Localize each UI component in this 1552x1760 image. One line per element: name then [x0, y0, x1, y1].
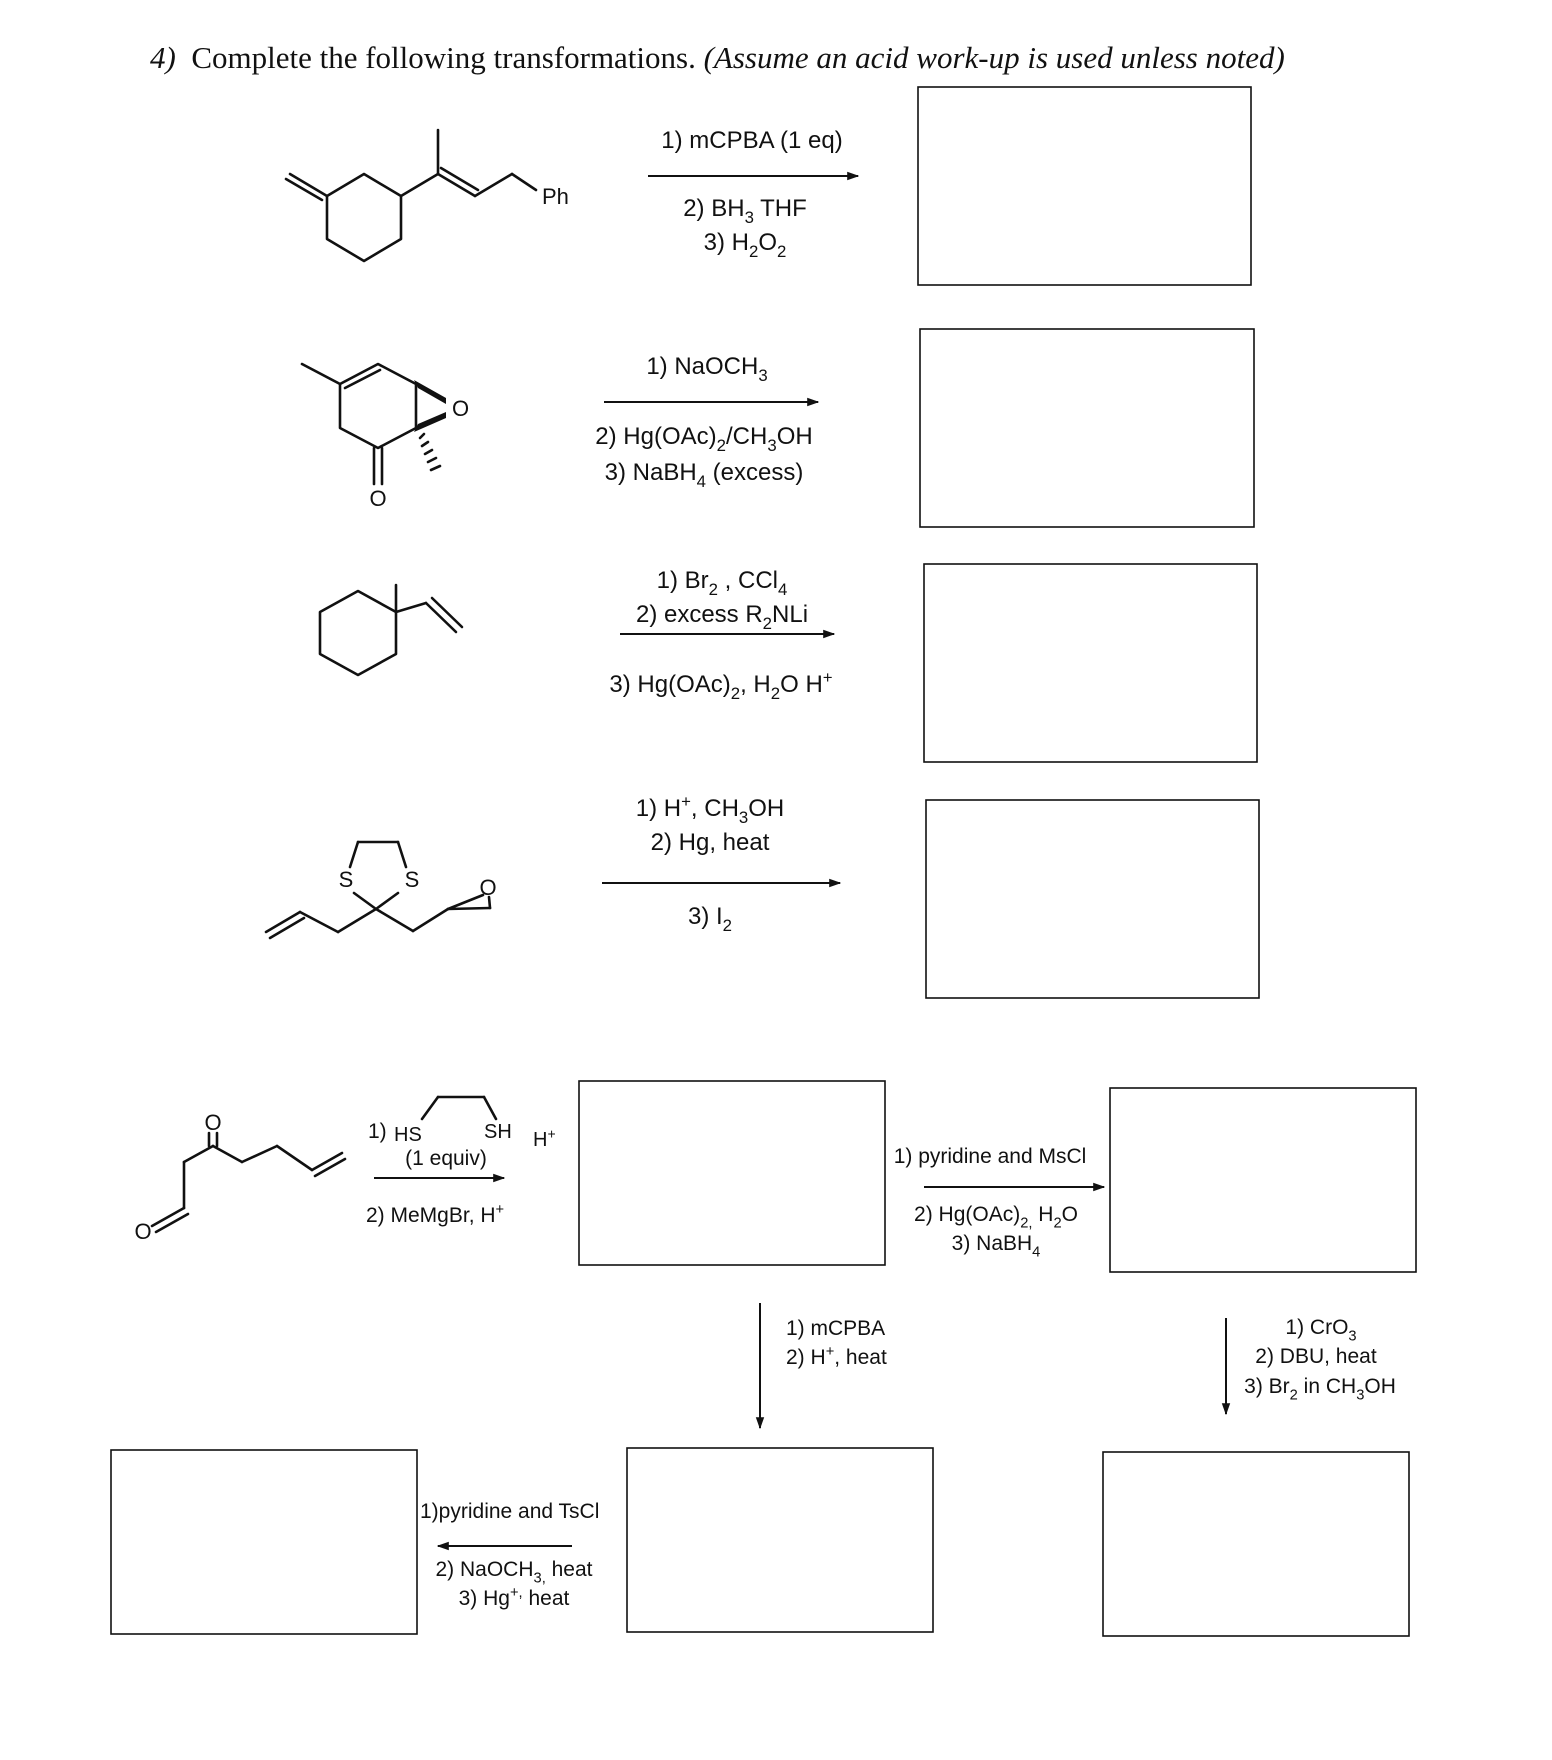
reagent-line: 3) NaBH$_4$: [951, 1232, 1041, 1261]
reagents-step-4: [1226, 1316, 1396, 1414]
reagent-line: 3) Hg+, heat: [458, 1585, 570, 1610]
structure-4-dithiolane-epoxide: [266, 842, 497, 938]
reagent-line: 2) NaOCH$_{3,}$ heat: [435, 1558, 593, 1587]
question-note: (Assume an acid work-up is used unless noted): [703, 40, 1285, 75]
atom-label-carbonyl-o: O: [369, 486, 387, 511]
reagent-line: 2) MeMgBr, H+: [366, 1202, 505, 1227]
answer-box[interactable]: [924, 564, 1257, 762]
reagents-step-2: [894, 1145, 1104, 1260]
answer-box[interactable]: [1103, 1452, 1409, 1636]
question-text: Complete the following transformations.: [191, 40, 696, 75]
reagent-line: 1) H+, $CH_3OH$: [635, 791, 785, 828]
reagent-line: 3) $I_2$: [687, 903, 733, 936]
atom-label-aldehyde-o: O: [134, 1219, 152, 1244]
atom-label-hs: HS: [394, 1124, 422, 1146]
reagent-line: 2) DBU, heat: [1255, 1345, 1377, 1368]
structure-3-methylvinylcyclohexane: [320, 585, 462, 675]
reaction-1: [286, 87, 1251, 285]
atom-label-epoxide-o: O: [452, 396, 470, 421]
reagent-line: 3) $Br_2$ in $CH_3OH$: [1244, 1375, 1396, 1404]
answer-box[interactable]: [1110, 1088, 1416, 1272]
answer-box[interactable]: [579, 1081, 885, 1265]
reagent-line: 3) $H_2O_2$: [703, 229, 787, 262]
reagents-1: [648, 127, 858, 261]
reaction-2: [302, 329, 1254, 527]
reagent-line: 1)pyridine and TsCl: [420, 1500, 600, 1523]
reagent-line: 2) $Hg(OAc)_2/CH_3OH$: [595, 423, 813, 456]
atom-label-epoxide-o: O: [479, 875, 497, 900]
reagent-line: 2) $Hg(OAc)_{2,}$ $H_2O$: [914, 1203, 1078, 1232]
answer-box[interactable]: [926, 800, 1259, 998]
reagent-line: 1) mCPBA (1 eq): [661, 127, 843, 154]
atom-label-ph: Ph: [542, 184, 569, 209]
reagent-line: 1) CrO$_3$: [1285, 1316, 1357, 1345]
answer-box[interactable]: [627, 1448, 933, 1632]
reagents-step-1: [366, 1097, 556, 1227]
reaction-4: [266, 792, 1259, 998]
structure-1-methylenecyclohexyl-phenylbutene: [286, 130, 569, 261]
atom-label-s: S: [404, 867, 420, 892]
reagent-line: 3) $Hg(OAc)_2$, $H_2O$ H+: [609, 667, 833, 704]
reagents-step-5: [420, 1500, 599, 1610]
answer-box[interactable]: [111, 1450, 417, 1634]
atom-label-ketone-o: O: [204, 1110, 222, 1135]
structure-5-keto-aldehyde-alkene: [134, 1110, 345, 1244]
reagent-line: 1) NaOCH$_3$: [646, 353, 768, 386]
answer-box[interactable]: [918, 87, 1251, 285]
reagent-line: 2) excess $R_2NLi$: [635, 601, 809, 634]
sequence: [111, 1081, 1416, 1636]
atom-label-s: S: [338, 867, 354, 892]
reagent-line: 2) H+, heat: [786, 1344, 887, 1369]
reagent-line: 1) $Br_2$ , CCl$_4$: [656, 567, 788, 600]
reagent-line: 2) $BH_3$ THF: [683, 195, 807, 228]
atom-label-sh: SH: [484, 1121, 512, 1143]
reagents-4: [602, 792, 840, 935]
structure-2-epoxy-cyclohexenone: [302, 364, 469, 511]
reagent-line: (1 equiv): [405, 1147, 487, 1170]
reagent-line: 1) pyridine and MsCl: [893, 1145, 1087, 1168]
reagents-2: [595, 353, 818, 491]
reagent-line: H+: [533, 1125, 556, 1151]
reagent-line: 1): [368, 1120, 387, 1143]
reagent-line: 1) mCPBA: [786, 1317, 886, 1340]
answer-box[interactable]: [920, 329, 1254, 527]
reagent-line: 3) NaBH$_4$ (excess): [604, 459, 804, 492]
reagent-line: 2) Hg, heat: [650, 829, 770, 856]
reagents-3: [609, 567, 834, 703]
question-number: 4): [150, 40, 176, 75]
reagents-step-3: [760, 1303, 887, 1428]
reaction-3: [320, 564, 1257, 762]
